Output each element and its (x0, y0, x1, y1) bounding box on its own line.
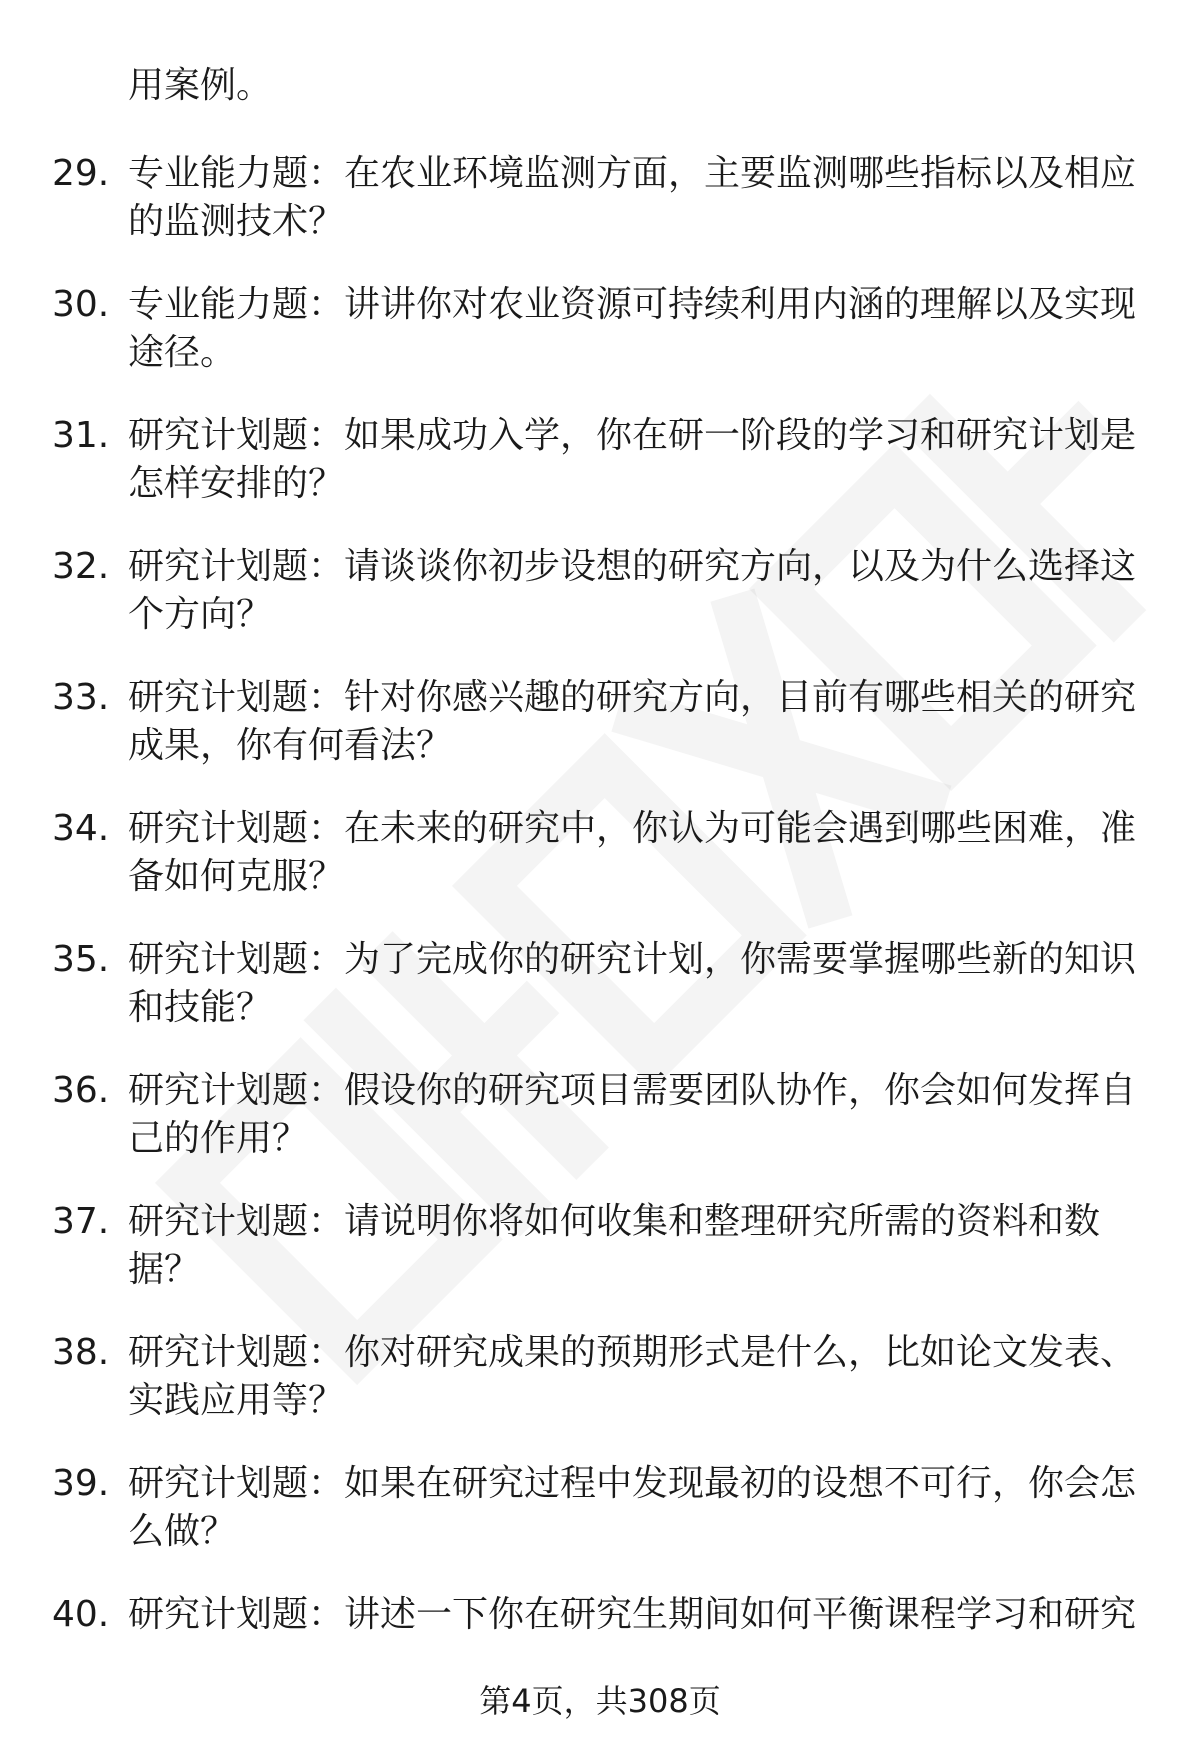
list-item (0, 805, 1200, 936)
question-line: 和技能？ (128, 987, 273, 1028)
question-text (128, 1329, 1148, 1425)
question-line: 研究计划题：请说明你将如何收集和整理研究所需的资料和数 (128, 1201, 1101, 1242)
question-text (128, 543, 1148, 639)
question-number: 33. (52, 677, 110, 718)
list-item (0, 412, 1200, 543)
list-item (0, 936, 1200, 1067)
question-line: 己的作用？ (128, 1118, 309, 1159)
question-text (128, 281, 1148, 377)
list-item (0, 150, 1200, 281)
question-number: 29. (52, 153, 110, 194)
question-line: 研究计划题：你对研究成果的预期形式是什么，比如论文发表、 (128, 1332, 1137, 1373)
question-line: 研究计划题：在未来的研究中，你认为可能会遇到哪些困难，准 (128, 808, 1137, 849)
question-text (128, 805, 1148, 901)
question-text (128, 1591, 1148, 1639)
question-line: 个方向？ (128, 594, 273, 635)
question-line: 成果，你有何看法？ (128, 725, 453, 766)
question-line: 备如何克服？ (128, 856, 345, 897)
question-text (128, 412, 1148, 508)
question-number: 32. (52, 546, 110, 587)
question-line: 么做？ (128, 1511, 237, 1552)
question-text (128, 936, 1148, 1032)
question-number: 35. (52, 939, 110, 980)
question-line: 研究计划题：请谈谈你初步设想的研究方向，以及为什么选择这 (128, 546, 1137, 587)
list-item (0, 1329, 1200, 1460)
question-number: 40. (52, 1594, 110, 1635)
question-line: 据？ (128, 1249, 201, 1290)
question-line: 研究计划题：为了完成你的研究计划，你需要掌握哪些新的知识 (128, 939, 1137, 980)
question-text (128, 150, 1148, 246)
question-list (0, 150, 1200, 1722)
question-number: 38. (52, 1332, 110, 1373)
question-line: 途径。 (128, 332, 237, 373)
question-number: 30. (52, 284, 110, 325)
continuation-text: 用案例。 (128, 65, 273, 106)
question-line: 的监测技术？ (128, 201, 345, 242)
question-line: 专业能力题：讲讲你对农业资源可持续利用内涵的理解以及实现 (128, 284, 1137, 325)
question-number: 36. (52, 1070, 110, 1111)
list-item (0, 1067, 1200, 1198)
list-item (0, 281, 1200, 412)
list-item (0, 543, 1200, 674)
question-line: 怎样安排的？ (128, 463, 345, 504)
question-number: 31. (52, 415, 110, 456)
question-number: 39. (52, 1463, 110, 1504)
question-text (128, 1067, 1148, 1163)
question-line: 研究计划题：讲述一下你在研究生期间如何平衡课程学习和研究 (128, 1594, 1137, 1635)
question-text (128, 1460, 1148, 1556)
page-footer: 第4页，共308页 (479, 1682, 721, 1720)
list-item (0, 1460, 1200, 1591)
question-line: 研究计划题：如果成功入学，你在研一阶段的学习和研究计划是 (128, 415, 1137, 456)
question-line: 研究计划题：如果在研究过程中发现最初的设想不可行，你会怎 (128, 1463, 1137, 1504)
question-number: 34. (52, 808, 110, 849)
question-text (128, 1198, 1148, 1294)
question-line: 研究计划题：假设你的研究项目需要团队协作，你会如何发挥自 (128, 1070, 1137, 1111)
list-item (0, 1198, 1200, 1329)
list-item (0, 674, 1200, 805)
question-line: 专业能力题：在农业环境监测方面，主要监测哪些指标以及相应 (128, 153, 1137, 194)
question-line: 研究计划题：针对你感兴趣的研究方向，目前有哪些相关的研究 (128, 677, 1137, 718)
question-text (128, 674, 1148, 770)
question-number: 37. (52, 1201, 110, 1242)
question-line: 实践应用等？ (128, 1380, 345, 1421)
